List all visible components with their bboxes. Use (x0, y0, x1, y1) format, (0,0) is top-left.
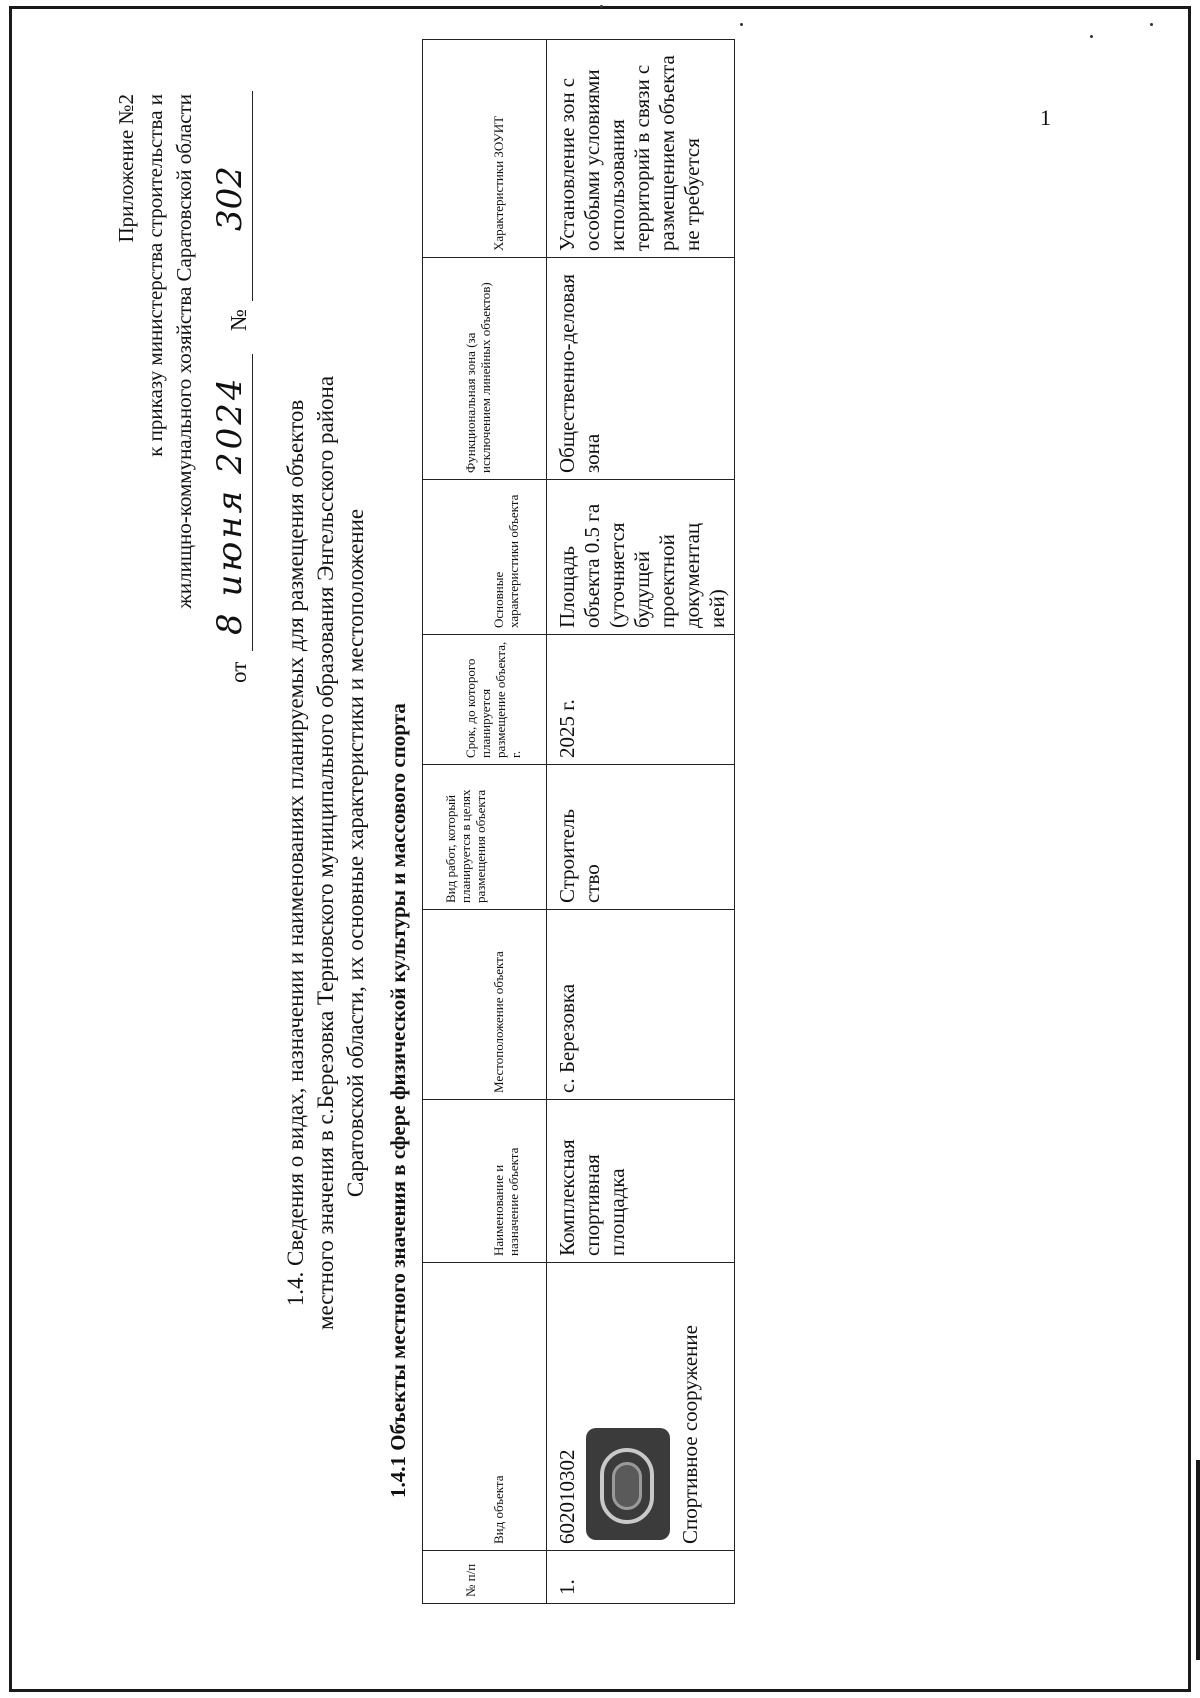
object-name: Комплексная спортивная площадка (547, 1100, 735, 1263)
document-heading (281, 188, 371, 1518)
header-cell: Характеристики ЗОУИТ (423, 40, 547, 258)
object-location: с. Березовка (547, 910, 735, 1100)
appendix-order: к приказу министерства строительства и (143, 94, 167, 457)
table-header-row (423, 40, 547, 1604)
object-characteristics: Площадь объекта 0.5 га (уточняется будущей проектной документац ией) (547, 480, 735, 635)
signature-line (212, 63, 260, 683)
number-underline (252, 91, 253, 301)
appendix-title: Приложение №2 (114, 94, 138, 243)
stadium-icon (586, 1428, 670, 1540)
header-cell: Вид работ, который планируется в целях размещения объекта (423, 765, 547, 910)
date-prefix: от (226, 661, 251, 683)
deadline: 2025 г. (547, 635, 735, 765)
table-row (547, 40, 735, 1604)
object-type-cell (547, 1263, 735, 1551)
object-type-code: 602010302 (555, 1449, 579, 1544)
header-cell: Срок, до которого планируется размещение объекта, г. (423, 635, 547, 765)
object-type-name: Спортивное сооружение (678, 1325, 702, 1544)
heading-line: Саратовской области, их основные характеристики и местоположение (343, 508, 368, 1198)
zouit-characteristics: Установление зон с особыми условиями использования территорий в связи с размещением объекта не требуется (547, 40, 735, 258)
handwritten-number: 302 (210, 166, 250, 231)
number-sign: № (226, 309, 251, 331)
objects-table (422, 39, 735, 1604)
handwritten-date: 8 июня 2024 (210, 375, 250, 635)
functional-zone: Общественно-деловая зона (547, 258, 735, 480)
header-cell: № п/п (423, 1551, 547, 1604)
scan-speck (1090, 35, 1093, 38)
heading-line: 1.4. Сведения о видах, назначении и наименованиях планируемых для размещения объектов (283, 399, 308, 1307)
header-cell: Вид объекта (423, 1263, 547, 1551)
scan-speck (740, 23, 743, 26)
scan-speck (600, 5, 603, 8)
date-underline (252, 354, 253, 651)
header-cell: Функциональная зона (за исключением линейных объектов) (423, 258, 547, 480)
header-cell: Местоположение объекта (423, 910, 547, 1100)
work-type: Строитель ство (547, 765, 735, 910)
appendix-block (112, 94, 199, 609)
header-cell: Наименование и назначение объекта (423, 1100, 547, 1263)
scan-speck (1150, 23, 1153, 26)
heading-line: местного значения в с.Березовка Терновского муниципального образования Энгельсского района (313, 375, 338, 1331)
row-number: 1. (547, 1551, 735, 1604)
section-subheading: 1.4.1 Объекты местного значения в сфере физической культуры и массового спорта (386, 703, 410, 1498)
header-cell: Основные характеристики объекта (423, 480, 547, 635)
appendix-ministry: жилищно-коммунального хозяйства Саратовской области (172, 94, 196, 609)
page-number: 1 (1040, 105, 1051, 130)
